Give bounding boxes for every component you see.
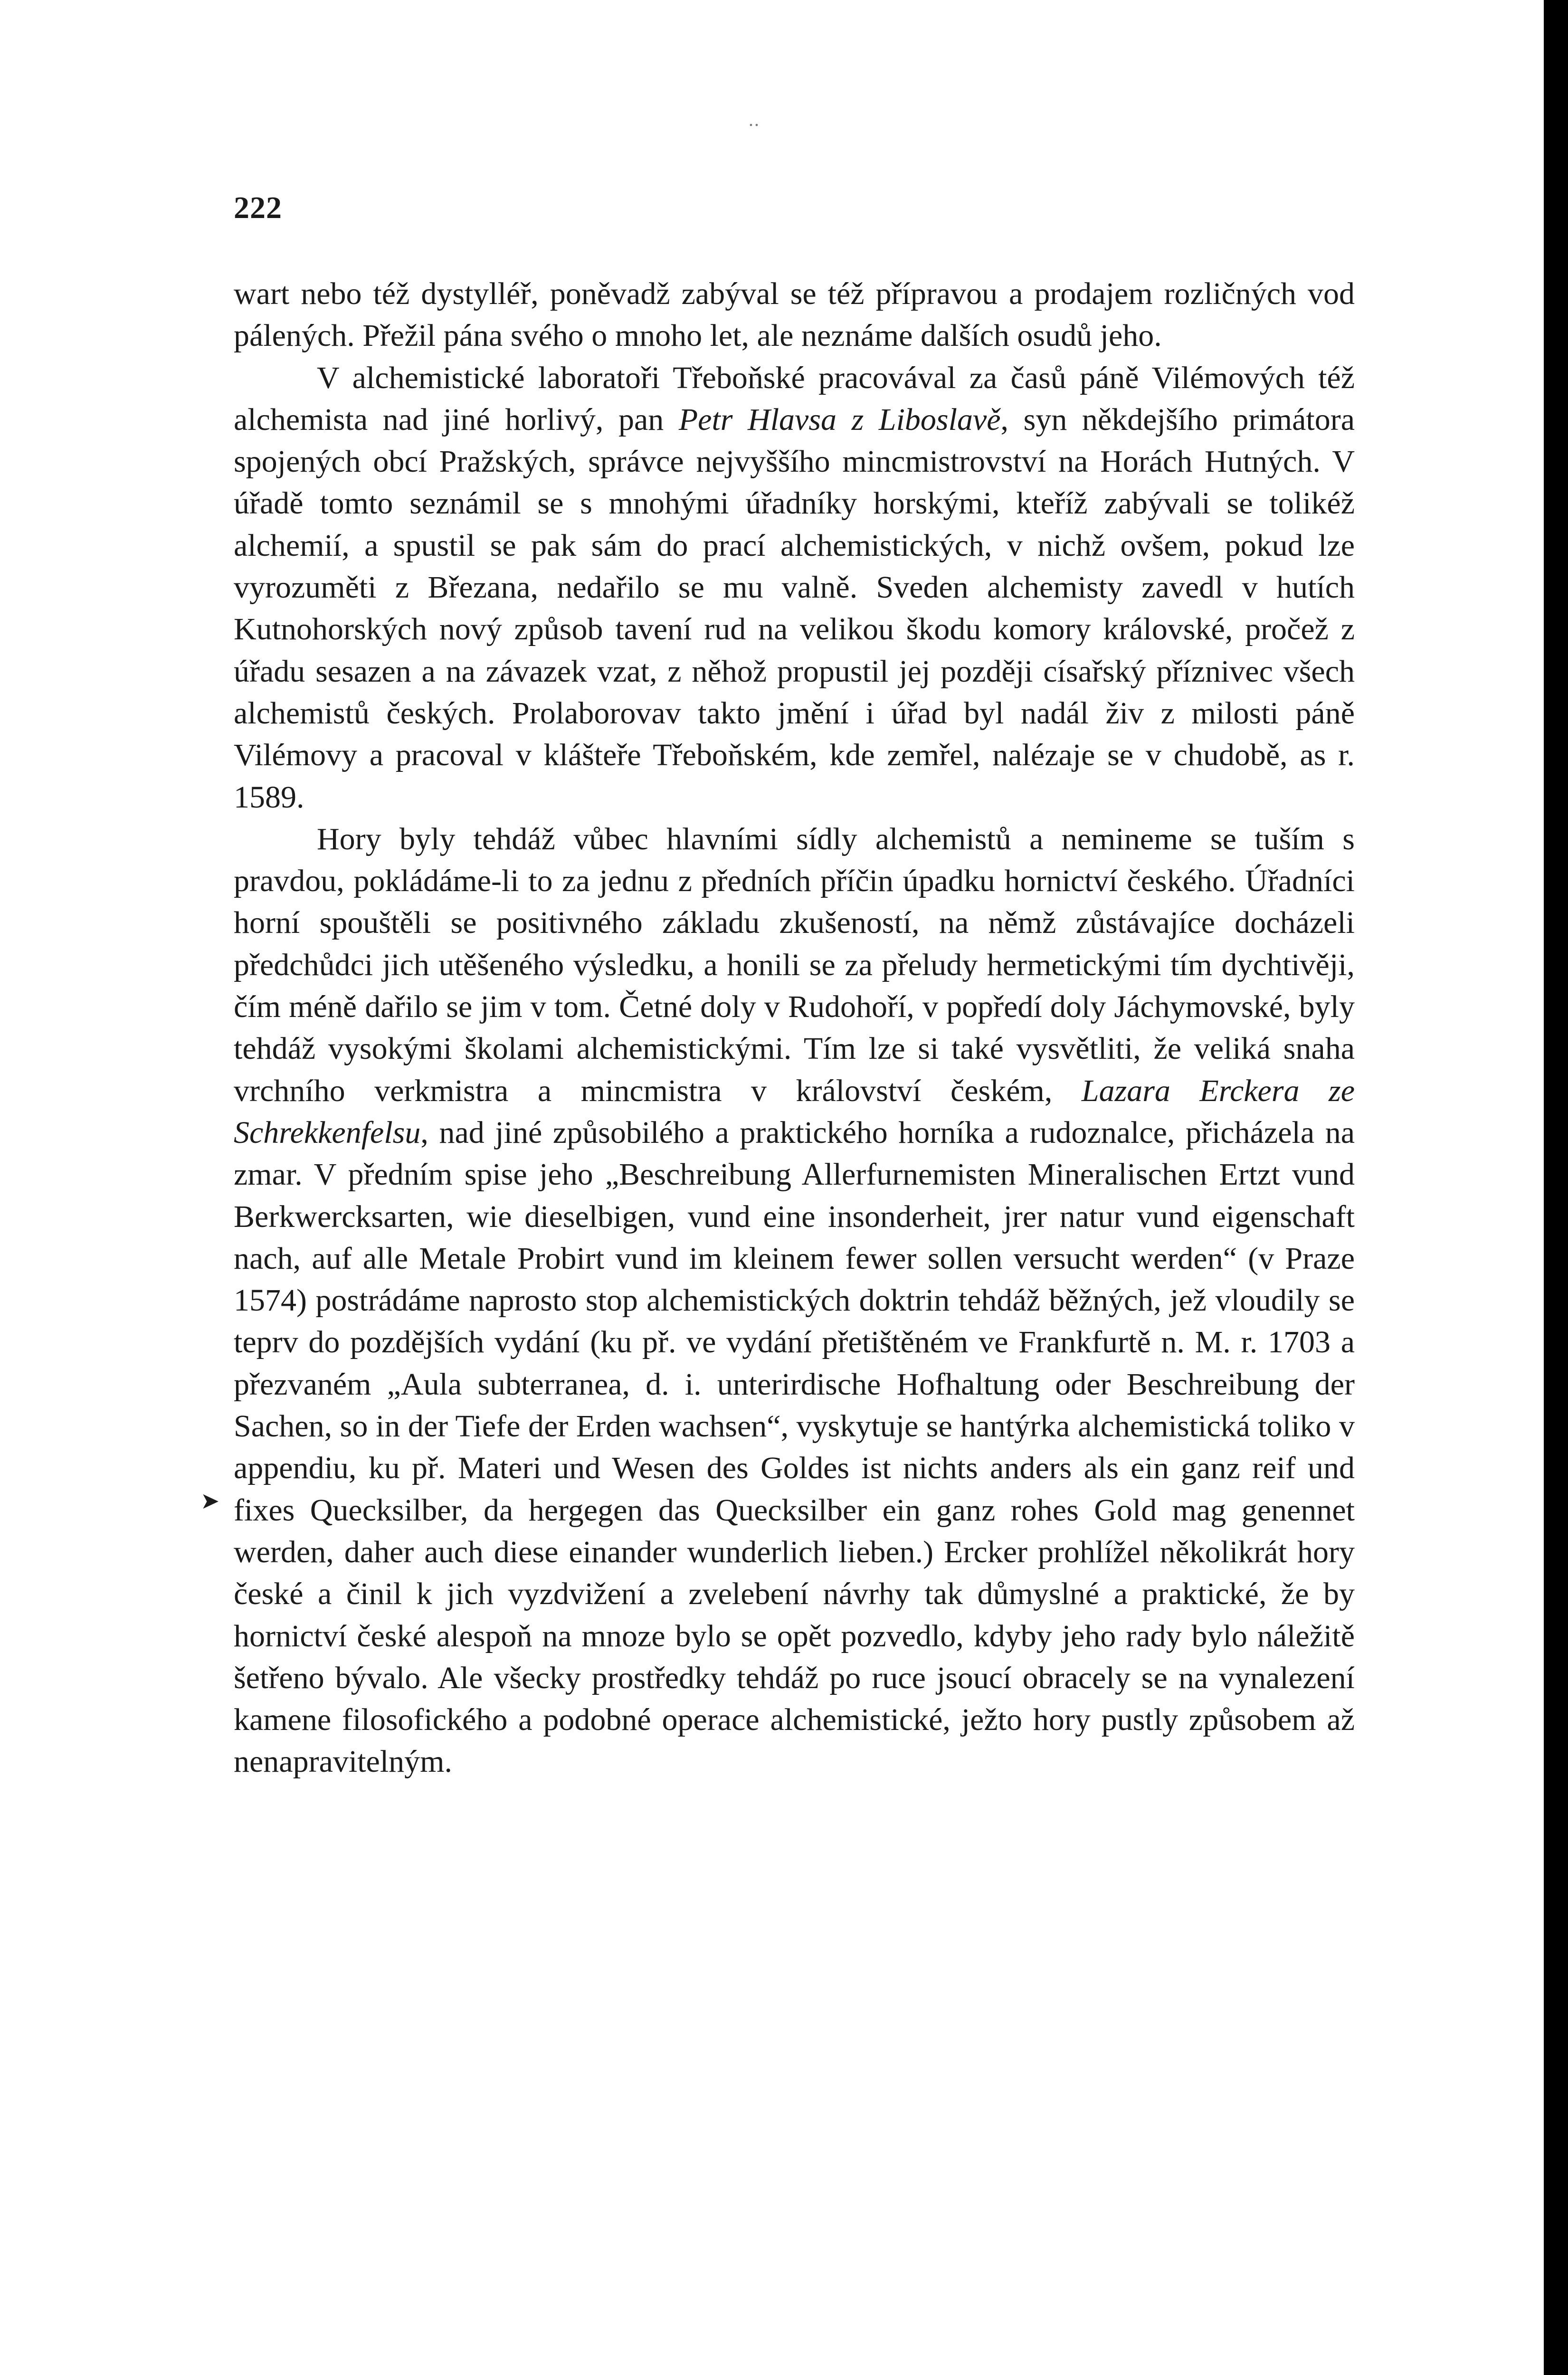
paragraph-2-text-a: V alchemistické laboratoři Třeboňské pracovával za časů páně Vilémových též alchemista nad jiné horlivý, pan	[234, 360, 1355, 437]
paragraph-3-text-a: Hory byly tehdáž vůbec hlavními sídly alchemistů a nemineme se tuším s pravdou, pokládáme-li to za jednu z předních příčin úpadku hornictví českého. Úřadníci horní spouštěli se positivného základu zkušeností, na němž zůstávajíce docházeli předchůdci jich utěšeného výsledku, a honili se za přeludy hermetickými tím dychtivěji, čím méně dařilo se jim v tom. Četné doly v Rudohoří, v popředí doly Jáchymovské, byly tehdáž vysokými školami alchemistickými. Tím lze si také vysvětliti, že veliká snaha vrchního verkmistra a mincmistra v království českém,	[234, 821, 1355, 1108]
paragraph-1-text: wart nebo též dystylléř, poněvadž zabýval se též přípravou a prodajem rozličných vod pálených. Přežil pána svého o mnoho let, ale neznáme dalších osudů jeho.	[234, 276, 1355, 353]
person-name-lazar-ercker: Lazara Erckera ze Schrekkenfelsu	[234, 1073, 1355, 1150]
person-name-petr-hlavsa: Petr Hlavsa z Liboslavě	[678, 402, 1001, 437]
paragraph-3-text-b: , nad jiné způsobilého a praktického horníka a rudoznalce, přicházela na zmar. V předním spise jeho „Beschreibung Allerfurnemisten Mineralischen Ertzt vund Berkwercksarten, wie dieselbigen, vund eine insonderheit, jrer natur vund eigenschaft nach, auf alle Metale Probirt vund im kleinem fewer sollen versucht werden“ (v Praze 1574) postrádáme naprosto stop alchemistických doktrin tehdáž běžných, jež vloudily se teprv do pozdějších vydání (ku př. ve vydání přetištěném ve Frankfurtě n. M. r. 1703 a přezvaném „Aula subterranea, d. i. unterirdische Hofhaltung oder Beschreibung der Sachen, so in der Tiefe der Erden wachsen“, vyskytuje se hantýrka alchemistická toliko v appendiu, ku př. Materi und Wesen des Goldes ist nichts anders als ein ganz reif und fixes Quecksilber, da hergegen das Quecksilber ein ganz rohes Gold mag genennet werden, daher auch diese einander wunderlich lieben.) Ercker prohlížel několikrát hory české a činil k jich vyzdvižení a zvelebení návrhy tak důmyslné a praktické, že by hornictví české alespoň na mnoze bylo se opět pozvedlo, kdyby jeho rady bylo náležitě šetřeno bývalo. Ale všecky prostředky tehdáž po ruce jsoucí obracely se na vynalezení kamene filosofického a podobné operace alchemistické, ježto hory pustly způsobem až nenapravitelným.	[234, 1115, 1355, 1779]
margin-pointer-mark: ➤	[200, 1489, 220, 1514]
page-number: 222	[234, 190, 282, 225]
paragraph-3	[234, 818, 1355, 1783]
print-smudge-mark: ‥	[748, 111, 760, 130]
paragraph-2-text-b: , syn někdejšího primátora spojených obcí Pražských, správce nejvyššího mincmistrovství na Horách Hutných. V úřadě tomto seznámil se s mnohými úřadníky horskými, kteříž zabývali se tolikéž alchemií, a spustil se pak sám do prací alchemistických, v nichž ovšem, pokud lze vyrozuměti z Březana, nedařilo se mu valně. Sveden alchemisty zavedl v hutích Kutnohorských nový způsob tavení rud na velikou škodu komory královské, pročež z úřadu sesazen a na závazek vzat, z něhož propustil jej později císařský příznivec všech alchemistů českých. Prolaborovav takto jmění i úřad byl nadál živ z milosti páně Vilémovy a pracoval v klášteře Třeboňském, kde zemřel, nalézaje se v chudobě, as r. 1589.	[234, 402, 1355, 815]
paragraph-2	[234, 357, 1355, 818]
body-text	[234, 273, 1355, 1783]
paragraph-1	[234, 273, 1355, 357]
scan-edge	[1544, 0, 1568, 2375]
